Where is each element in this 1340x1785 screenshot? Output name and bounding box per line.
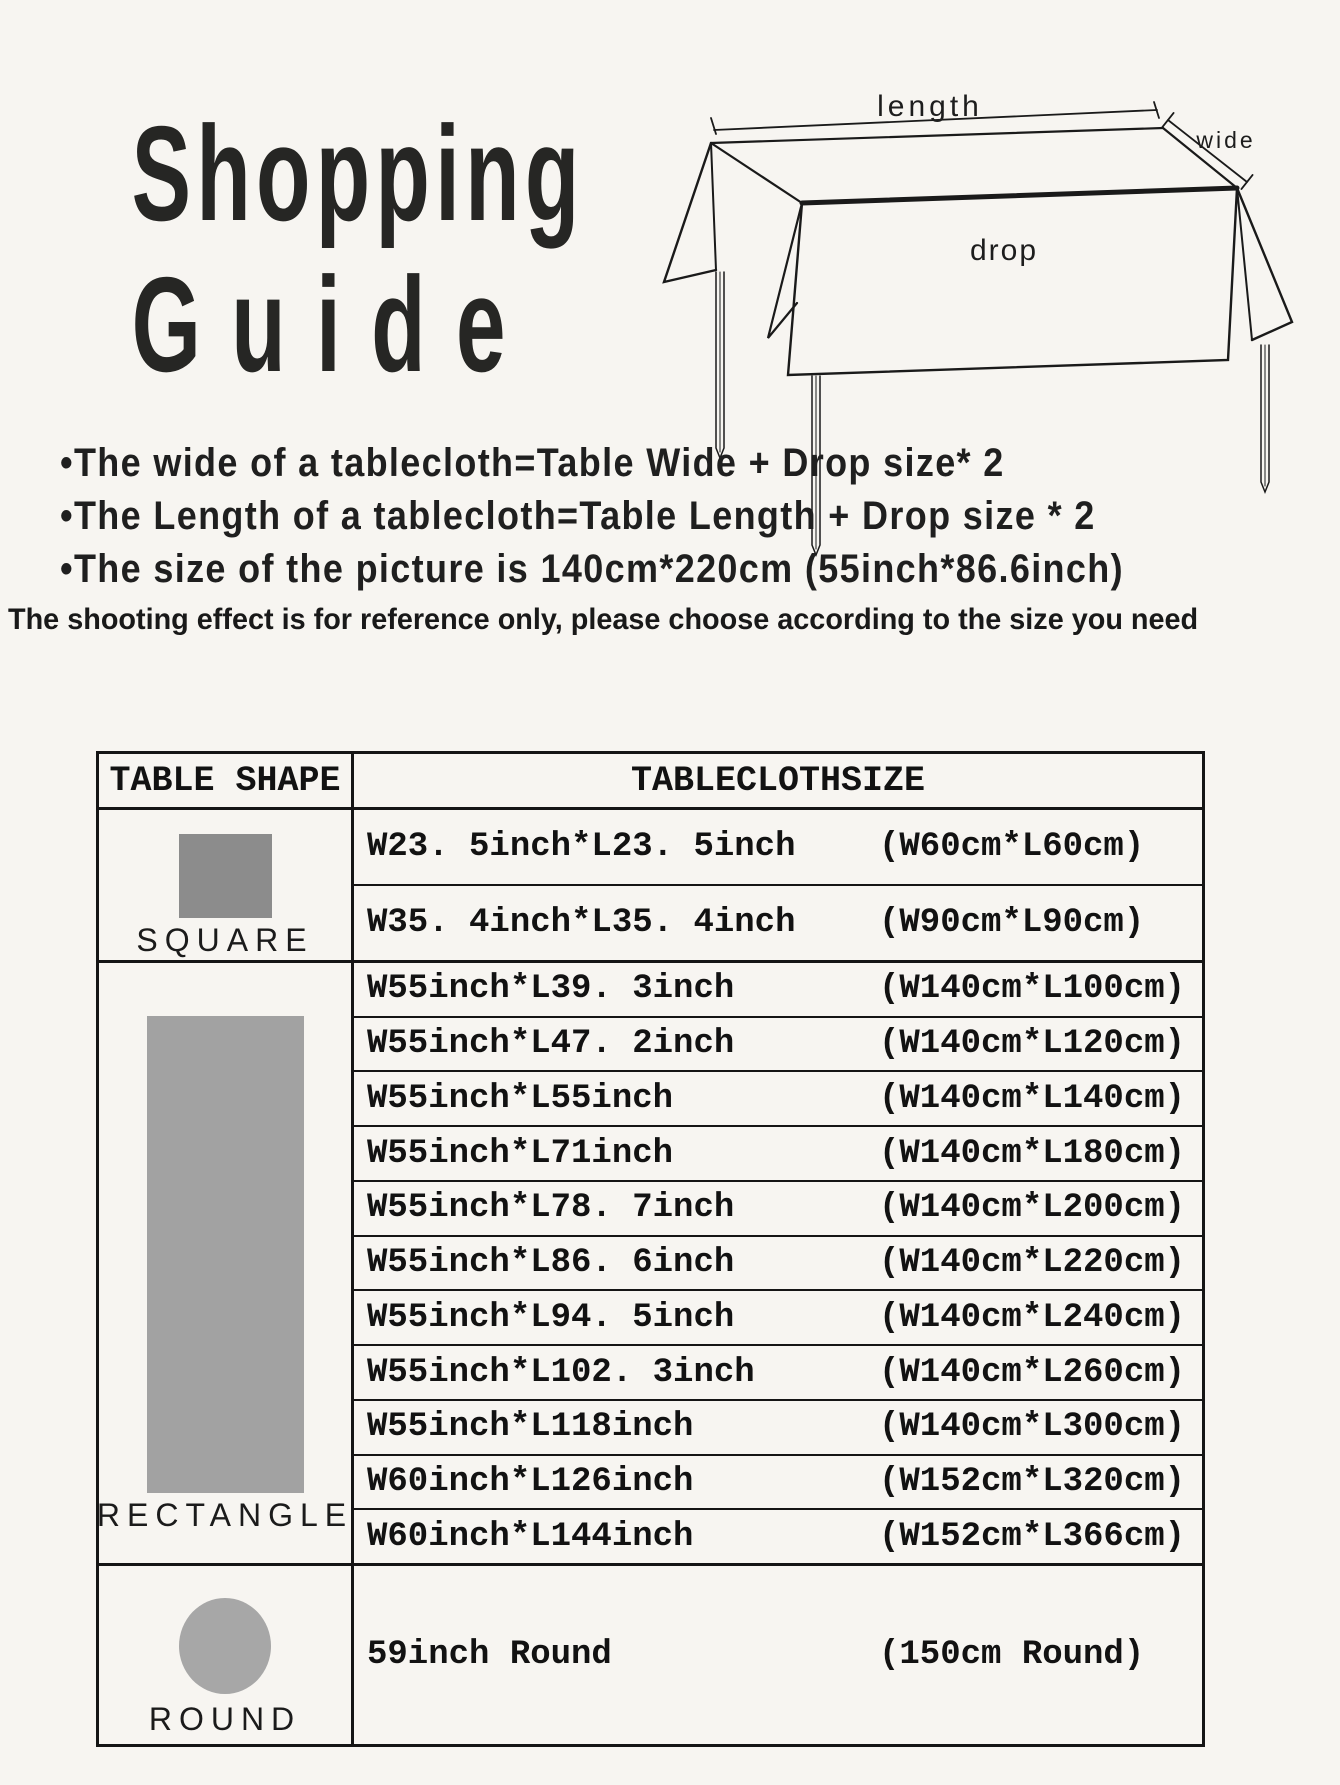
right-flap: [1237, 188, 1292, 340]
table-leg-right: [1261, 345, 1269, 492]
size-row: [354, 1399, 1202, 1454]
shape-label-round: ROUND: [148, 1701, 302, 1737]
round-shape-cell: [99, 1566, 354, 1744]
cell-cm: (W140cm*L240cm): [879, 1298, 1186, 1337]
cell-inch: W60inch*L126inch: [367, 1462, 694, 1501]
cell-cm: (W152cm*L320cm): [879, 1462, 1186, 1501]
rectangle-icon: [147, 1016, 304, 1493]
cell-cm: (W60cm*L60cm): [879, 828, 1145, 866]
cell-inch: W35. 4inch*L35. 4inch: [367, 904, 796, 942]
cell-cm: (W140cm*L180cm): [879, 1134, 1186, 1173]
section-rectangle: [96, 960, 1202, 1563]
cell-inch: W23. 5inch*L23. 5inch: [367, 828, 796, 866]
size-row: [354, 1454, 1202, 1509]
cell-inch: W55inch*L55inch: [367, 1079, 674, 1118]
size-row: [354, 1344, 1202, 1399]
size-row: [354, 1070, 1202, 1125]
cell-inch: W55inch*L118inch: [367, 1408, 694, 1447]
cell-cm: (W140cm*L200cm): [879, 1189, 1186, 1228]
size-row: [354, 1566, 1202, 1744]
cell-inch: W55inch*L94. 5inch: [367, 1298, 735, 1337]
cell-cm: (150cm Round): [879, 1636, 1145, 1674]
left-flap: [664, 143, 716, 282]
cell-inch: W55inch*L86. 6inch: [367, 1244, 735, 1283]
length-dimension-line: [714, 110, 1157, 130]
header-cell-table-shape: TABLE SHAPE: [109, 760, 341, 801]
note-wide-formula: •The wide of a tablecloth=Table Wide + Drop size* 2: [60, 441, 1005, 485]
cell-cm: (W140cm*L100cm): [879, 970, 1186, 1009]
note-length-formula: •The Length of a tablecloth=Table Length + Drop size * 2: [60, 494, 1096, 538]
cell-inch: W60inch*L144inch: [367, 1517, 694, 1556]
page-title-line2: Guide: [131, 249, 536, 400]
length-label: length: [877, 90, 983, 123]
size-row: [354, 810, 1202, 884]
wide-dimension-line: [1168, 120, 1247, 182]
front-left-flap: [768, 203, 802, 338]
cell-cm: (W90cm*L90cm): [879, 904, 1145, 942]
cell-inch: 59inch Round: [367, 1636, 612, 1674]
header-cell-tablecloth-size: TABLECLOTHSIZE: [630, 760, 926, 801]
cell-inch: W55inch*L102. 3inch: [367, 1353, 755, 1392]
size-row: [354, 963, 1202, 1016]
size-row: [354, 1180, 1202, 1235]
cell-inch: W55inch*L39. 3inch: [367, 970, 735, 1009]
cell-inch: W55inch*L78. 7inch: [367, 1189, 735, 1228]
note-reference-disclaimer: The shooting effect is for reference only, please choose according to the size you need: [8, 603, 1199, 636]
note-picture-size: •The size of the picture is 140cm*220cm (55inch*86.6inch): [60, 547, 1124, 591]
cell-cm: (W140cm*L220cm): [879, 1244, 1186, 1283]
table-front-edge: [802, 188, 1237, 203]
size-row: [354, 884, 1202, 960]
shape-label-rectangle: RECTANGLE: [96, 1497, 354, 1533]
page-title-line1: Shopping: [131, 98, 585, 249]
cell-cm: (W152cm*L366cm): [879, 1517, 1186, 1556]
size-row: [354, 1508, 1202, 1563]
size-row: [354, 1125, 1202, 1180]
cell-inch: W55inch*L47. 2inch: [367, 1025, 735, 1064]
size-table-header: [99, 754, 1202, 810]
section-round: [99, 1563, 1202, 1744]
size-row: [354, 1235, 1202, 1290]
cell-cm: (W140cm*L120cm): [879, 1025, 1186, 1064]
cell-cm: (W140cm*L140cm): [879, 1079, 1186, 1118]
table-leg-back-left: [716, 272, 724, 458]
size-row: [354, 1016, 1202, 1071]
rectangle-shape-cell: [96, 963, 354, 1563]
shape-label-square: SQUARE: [136, 922, 314, 958]
page-title: [50, 98, 585, 400]
cell-cm: (W140cm*L300cm): [879, 1408, 1186, 1447]
table-back-edge: [711, 128, 1163, 143]
square-shape-cell: [99, 810, 354, 960]
round-icon: [179, 1598, 271, 1694]
size-table: [96, 751, 1205, 1747]
cell-cm: (W140cm*L260cm): [879, 1353, 1186, 1392]
cell-inch: W55inch*L71inch: [367, 1134, 674, 1173]
section-square: [99, 810, 1202, 960]
size-row: [354, 1289, 1202, 1344]
drop-label: drop: [969, 234, 1039, 267]
wide-label: wide: [1196, 127, 1256, 153]
tablecloth-drop-panel: [788, 188, 1237, 375]
square-icon: [179, 834, 272, 918]
